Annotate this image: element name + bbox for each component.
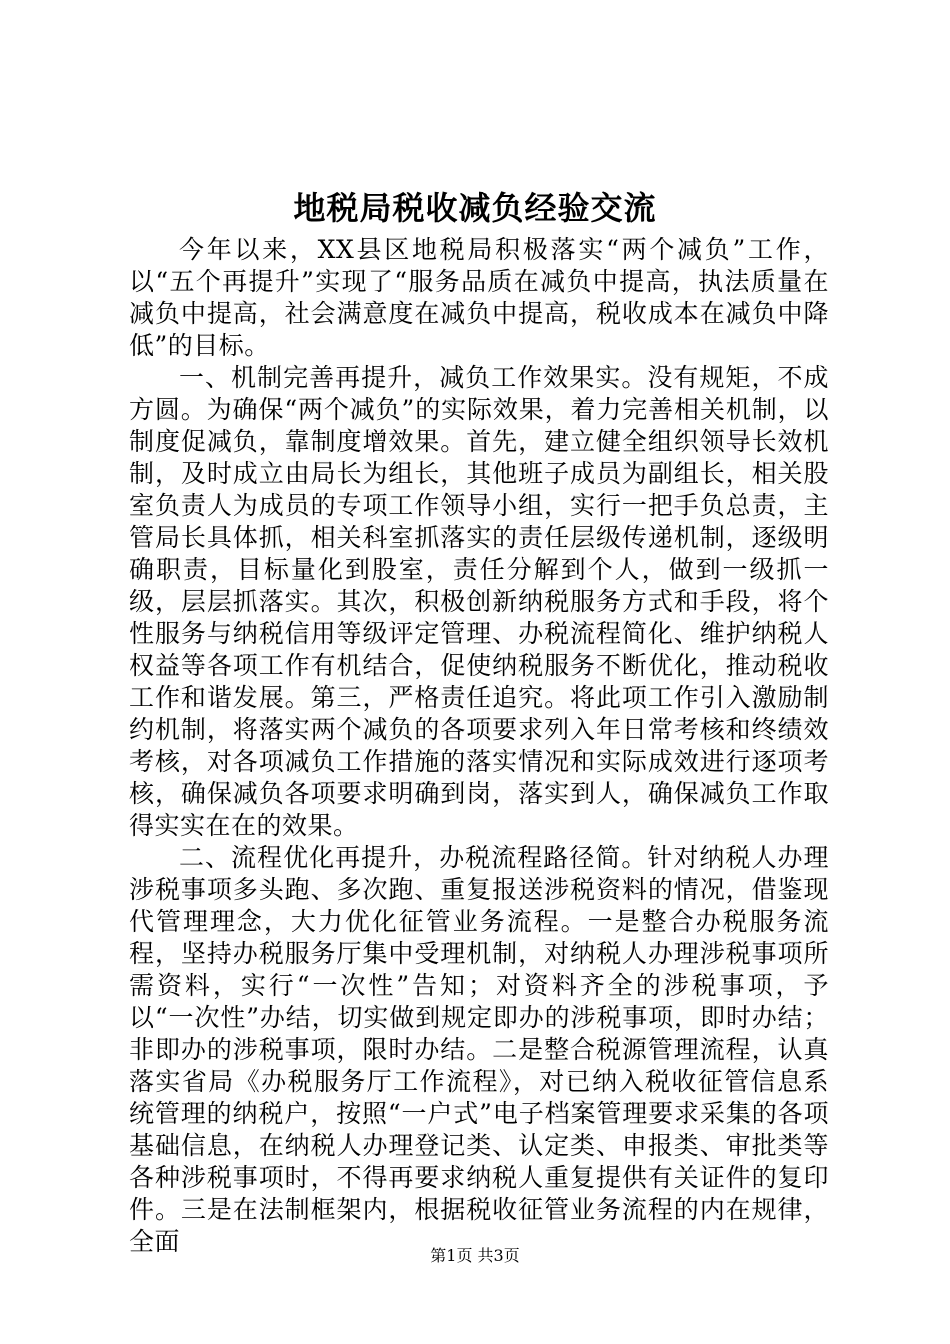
paragraph-section-2: 二、流程优化再提升，办税流程路径简。针对纳税人办理涉税事项多头跑、多次跑、重复报送涉税资料的情况，借鉴现代管理理念，大力优化征管业务流程。一是整合办税服务流程，坚持办税服务厅集中受理机制，对纳税人办理涉税事项所需资料，实行“一次性”告知；对资料齐全的涉税事项，予以“一次性”办结，切实做到规定即办的涉税事项，即时办结；非即办的涉税事项，限时办结。二是整合税源管理流程，认真落实省局《办税服务厅工作流程》，对已纳入税收征管信息系统管理的纳税户，按照“一户式”电子档案管理要求采集的各项基础信息，在纳税人办理登记类、认定类、申报类、审批类等各种涉税事项时，不得再要求纳税人重复提供有关证件的复印件。三是在法制框架内，根据税收征管业务流程的内在规律，全面	[129, 843, 829, 1256]
page-footer	[0, 1245, 950, 1267]
document-body	[129, 234, 829, 1258]
page-number: 第1页	[430, 1246, 473, 1265]
paragraph-intro: 今年以来，XX县区地税局积极落实“两个减负”工作，以“五个再提升”实现了“服务品质在减负中提高，执法质量在减负中提高，社会满意度在减负中提高，税收成本在减负中降低”的目标。	[129, 235, 829, 360]
document-title: 地税局税收减负经验交流	[293, 189, 657, 227]
paragraph-section-1: 一、机制完善再提升，减负工作效果实。没有规矩，不成方圆。为确保“两个减负”的实际效果，着力完善相关机制，以制度促减负，靠制度增效果。首先，建立健全组织领导长效机制，及时成立由局长为组长，其他班子成员为副组长，相关股室负责人为成员的专项工作领导小组，实行一把手负总责，主管局长具体抓，相关科室抓落实的责任层级传递机制，逐级明确职责，目标量化到股室，责任分解到个人，做到一级抓一级，层层抓落实。其次，积极创新纳税服务方式和手段，将个性服务与纳税信用等级评定管理、办税流程简化、维护纳税人权益等各项工作有机结合，促使纳税服务不断优化，推动税收工作和谐发展。第三，严格责任追究。将此项工作引入激励制约机制，将落实两个减负的各项要求列入年日常考核和终绩效考核，对各项减负工作措施的落实情况和实际成效进行逐项考核，确保减负各项要求明确到岗，落实到人，确保减负工作取得实实在在的效果。	[129, 363, 829, 840]
page-total: 共3页	[477, 1246, 520, 1265]
